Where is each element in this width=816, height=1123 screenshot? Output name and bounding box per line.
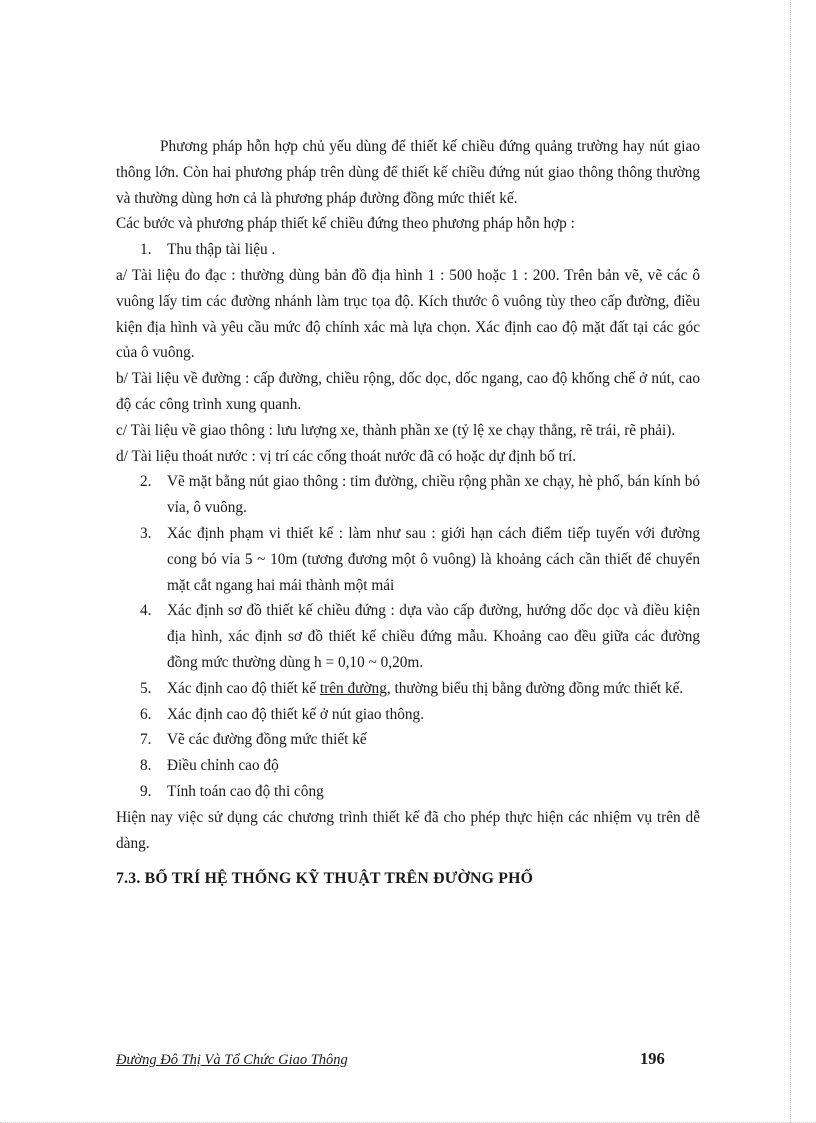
list-item: [116, 676, 700, 702]
step-number: 8.: [140, 757, 152, 775]
list-item: [116, 237, 700, 263]
steps-list-2: [116, 469, 700, 804]
steps-intro: Các bước và phương pháp thiết kế chiều đứng theo phương pháp hỗn hợp :: [116, 215, 575, 233]
step-number: 9.: [140, 782, 152, 800]
sub-item-c: c/ Tài liệu về giao thông : lưu lượng xe, thành phần xe (tỷ lệ xe chạy thẳng, rẽ trái, rẽ phải).: [116, 421, 676, 439]
step-text: Vẽ các đường đồng mức thiết kế: [167, 731, 367, 749]
step-text: Vẽ mặt bằng nút giao thông : tim đường, chiều rộng phần xe chạy, hè phố, bán kính bó vỉa, ô vuông.: [167, 473, 700, 517]
sub-item-d: d/ Tài liệu thoát nước : vị trí các cống thoát nước đã có hoặc dự định bố trí.: [116, 447, 577, 465]
step-number: 2.: [140, 473, 152, 491]
intro-paragraph: Phương pháp hỗn hợp chủ yếu dùng để thiết kế chiều đứng quảng trường hay nút giao thông lớn. Còn hai phương pháp trên dùng để thiết kế chiều đứng nút giao thông thông thường và thường dùng hơn cả là phương pháp đường đồng mức thiết kế.: [116, 138, 700, 207]
page-edge-right: [790, 0, 791, 1123]
sub-item-a: a/ Tài liệu đo đạc : thường dùng bản đồ địa hình 1 : 500 hoặc 1 : 200. Trên bản vẽ, vẽ các ô vuông lấy tim các đường nhánh làm trục tọa độ. Kích thước ô vuông tùy theo cấp đường, điều kiện địa hình và yêu cầu mức độ chính xác mà lựa chọn. Xác định cao độ mặt đất tại các góc của ô vuông.: [116, 266, 700, 362]
page-number: 196: [640, 1049, 665, 1068]
closing-paragraph: Hiện nay việc sử dụng các chương trình thiết kế đã cho phép thực hiện các nhiệm vụ trên dễ dàng.: [116, 808, 700, 852]
step-text: Điều chỉnh cao độ: [167, 757, 279, 775]
list-item: [116, 702, 700, 728]
step-text: Tính toán cao độ thi công: [167, 782, 324, 800]
steps-list-1: [116, 237, 700, 263]
step-text-after: , thường biểu thị bằng đường đồng mức thiết kế.: [386, 679, 684, 697]
step-number: 1.: [140, 241, 152, 259]
section-heading: 7.3. BỐ TRÍ HỆ THỐNG KỸ THUẬT TRÊN ĐƯỜNG PHỐ: [116, 870, 534, 888]
list-item: [116, 779, 700, 805]
step-text: Xác định cao độ thiết kế ở nút giao thông.: [167, 705, 425, 723]
step-number: 4.: [140, 602, 152, 620]
footer-book-title: Đường Đô Thị Và Tổ Chức Giao Thông: [116, 1052, 348, 1068]
list-item: [116, 727, 700, 753]
step-number: 5.: [140, 679, 152, 697]
list-item: [116, 753, 700, 779]
step-text: Thu thập tài liệu .: [167, 241, 276, 259]
step-number: 3.: [140, 524, 152, 542]
step-text: Xác định phạm vi thiết kế : làm như sau : giới hạn cách điểm tiếp tuyến với đường cong bó vỉa 5 ~ 10m (tương đương một ô vuông) là khoảng cách cần thiết để chuyển mặt cắt ngang hai mái thành một mái: [167, 524, 700, 594]
body-text: [116, 134, 700, 892]
sub-item-b: b/ Tài liệu về đường : cấp đường, chiều rộng, dốc dọc, dốc ngang, cao độ khống chế ở nút, cao độ các công trình xung quanh.: [116, 370, 700, 413]
step-number: 7.: [140, 731, 152, 749]
underlined-phrase: trên đường: [319, 679, 387, 697]
step-number: 6.: [140, 705, 152, 723]
list-item: [116, 598, 700, 675]
step-text-before: Xác định cao độ thiết kế: [167, 679, 320, 697]
list-item: [116, 521, 700, 598]
step-text: Xác định sơ đồ thiết kế chiều đứng : dựa vào cấp đường, hướng dốc dọc và điều kiện địa hình, xác định sơ đồ thiết kế chiều đứng mẫu. Khoảng cao đều giữa các đường đồng mức thường dùng h = 0,10 ~ 0,20m.: [167, 602, 700, 671]
list-item: [116, 469, 700, 521]
